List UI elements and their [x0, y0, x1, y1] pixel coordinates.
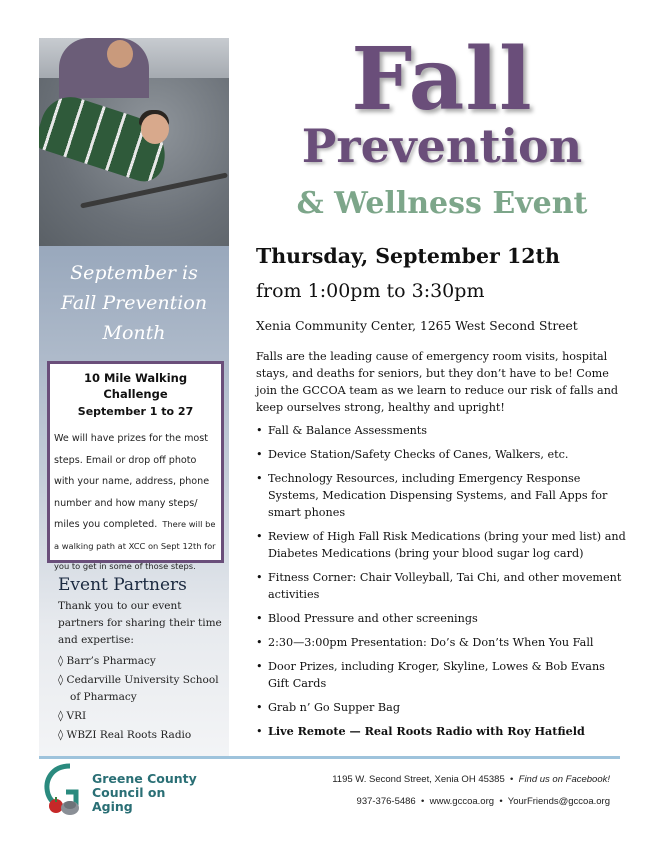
- partner-item: ◊ Barr’s Pharmacy: [58, 655, 156, 667]
- fall-prevention-month: [39, 258, 229, 348]
- activity-item: • 2:30—3:00pm Presentation: Do’s & Don’ts When You Fall: [256, 636, 594, 649]
- month-line-1: September is: [70, 262, 198, 284]
- partner-item: ◊ WBZI Real Roots Radio: [58, 729, 192, 741]
- activity-item: • Blood Pressure and other screenings: [256, 612, 478, 625]
- headline-fall: Fall: [351, 29, 533, 130]
- headline-prevention: Prevention: [301, 119, 583, 173]
- event-time: from 1:00pm to 3:30pm: [256, 280, 485, 302]
- partners-intro: Thank you to our event partners for sharing their time and expertise:: [58, 600, 222, 646]
- activity-item-live-remote: • Live Remote — Real Roots Radio with Roy Hatfield: [256, 724, 585, 738]
- fall-photo: [39, 38, 229, 246]
- event-date: Thursday, September 12th: [256, 244, 560, 268]
- challenge-body-note: There will be a walking path at XCC on Sept 12th for you to get in some of those steps.: [54, 519, 216, 571]
- activity-item: • Door Prizes, including Kroger, Skyline, Lowes & Bob Evans Gift Cards: [256, 660, 605, 690]
- partner-item: ◊ Cedarville University School of Pharmacy: [58, 674, 219, 703]
- headline-wellness-event: & Wellness Event: [296, 186, 588, 221]
- logo-org-name: [92, 772, 200, 814]
- challenge-title: 10 Mile Walking Challenge: [83, 371, 188, 401]
- event-intro: Falls are the leading cause of emergency room visits, hospital stays, and deaths for seniors, but they don’t have to be! Come join the GCCOA team as we learn to reduce our risk of falls and keep ourselves strong, healthy and upright!: [256, 350, 619, 414]
- contact-address-line: 1195 W. Second Street, Xenia OH 45385 • Find us on Facebook!: [332, 774, 610, 785]
- activity-item: • Review of High Fall Risk Medications (bring your med list) and Diabetes Medications (bring your blood sugar log card): [256, 530, 626, 560]
- gccoa-logo-icon: [40, 762, 92, 820]
- challenge-dates: September 1 to 27: [77, 405, 194, 418]
- month-line-2: Fall Prevention: [60, 292, 208, 314]
- footer-divider: [39, 756, 620, 759]
- event-venue: Xenia Community Center, 1265 West Second Street: [256, 319, 578, 333]
- sidebar: [39, 38, 229, 756]
- email-link[interactable]: YourFriends@gccoa.org: [507, 796, 610, 807]
- challenge-body-text: We will have prizes for the most steps. Email or drop off photo with your name, address, phone number and how many steps/ miles you completed.: [54, 433, 210, 530]
- activity-item: • Fitness Corner: Chair Volleyball, Tai Chi, and other movement activities: [256, 571, 622, 601]
- event-partners: [58, 574, 228, 746]
- phone-number: 937-376-5486: [356, 796, 416, 807]
- activity-item: • Technology Resources, including Emergency Response Systems, Medication Dispensing Systems, and Fall Apps for smart phones: [256, 472, 608, 519]
- partner-item: ◊ VRI: [58, 710, 87, 722]
- partners-title: Event Partners: [58, 575, 187, 595]
- contact-info-line: 937-376-5486 • www.gccoa.org • YourFriends@gccoa.org: [356, 796, 610, 807]
- activity-item: • Grab n’ Go Supper Bag: [256, 701, 400, 714]
- address: 1195 W. Second Street, Xenia OH 45385: [332, 774, 505, 785]
- walking-challenge-box: [47, 361, 224, 571]
- gccoa-logo: [40, 762, 200, 822]
- event-details: [256, 240, 626, 747]
- month-line-3: Month: [102, 322, 166, 344]
- activity-list: [256, 422, 626, 740]
- activity-item: • Device Station/Safety Checks of Canes, Walkers, etc.: [256, 448, 569, 461]
- activity-item: • Fall & Balance Assessments: [256, 424, 428, 437]
- challenge-body: [54, 426, 217, 574]
- org-name-line-1: Greene County: [92, 771, 197, 786]
- website-link[interactable]: www.gccoa.org: [429, 796, 495, 807]
- facebook-link[interactable]: Find us on Facebook!: [518, 774, 610, 785]
- org-name-line-2: Council on Aging: [92, 785, 166, 814]
